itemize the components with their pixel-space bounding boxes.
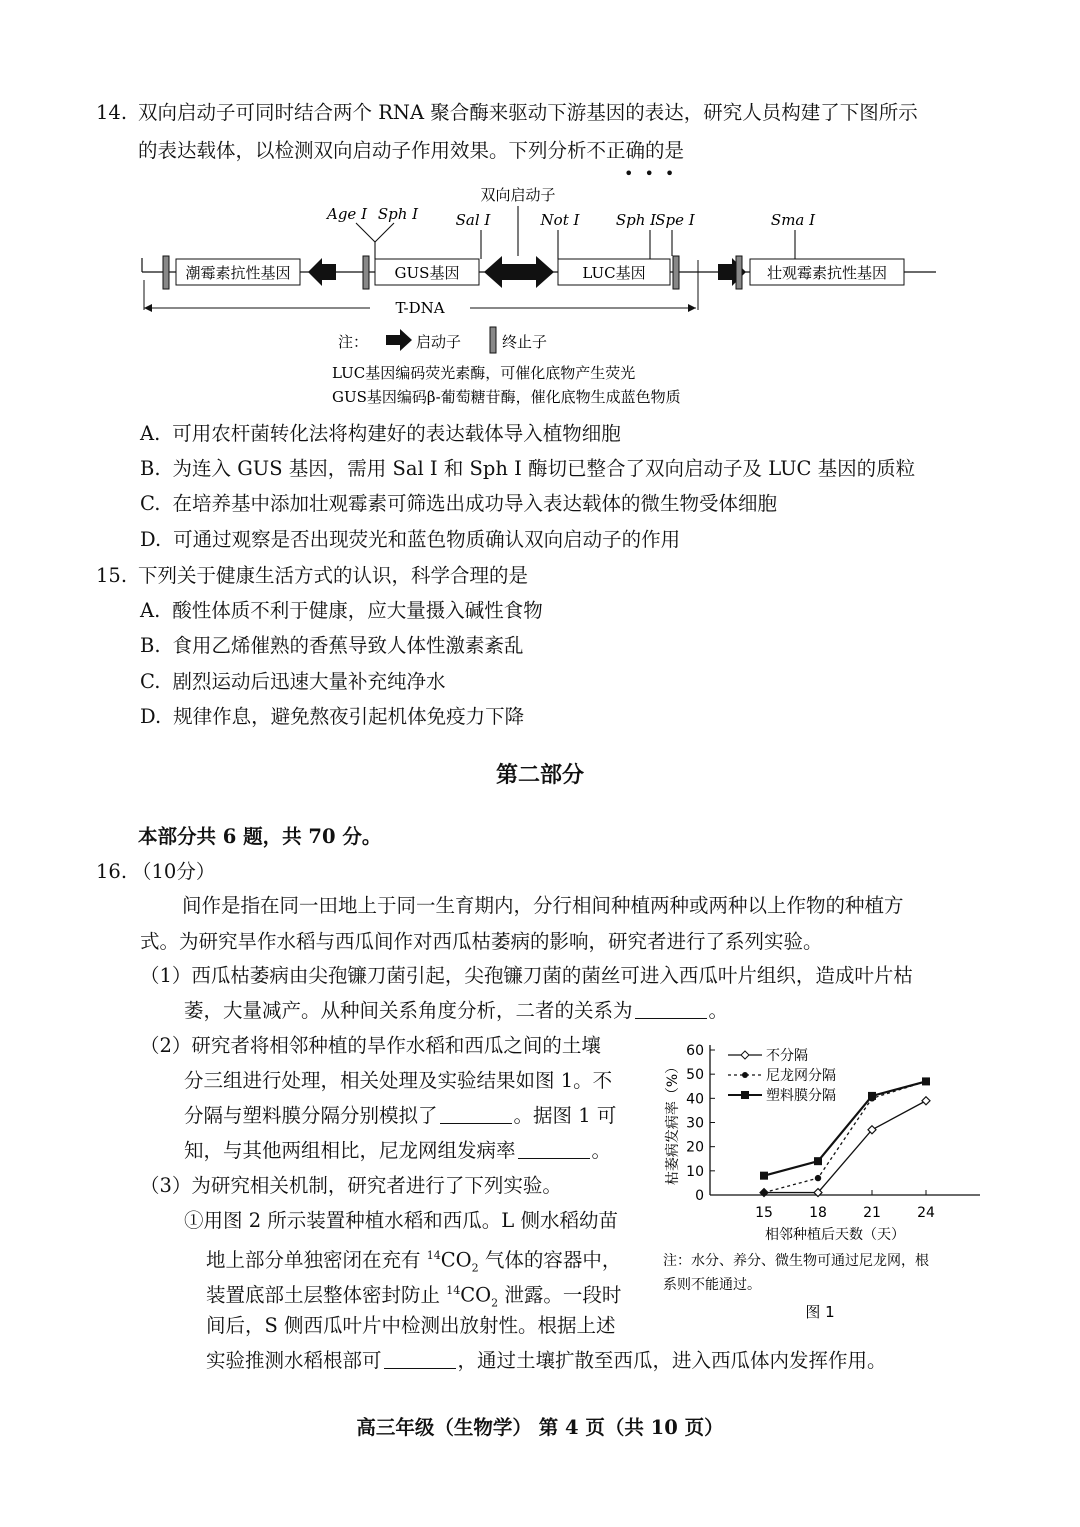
- q14-option-c: C. 在培养基中添加壮观霉素可筛选出成功导入表达载体的微生物受体细胞: [140, 492, 777, 515]
- diagram-note1: LUC基因编码荧光素酶，可催化底物产生荧光: [332, 364, 636, 382]
- q16-p3-s5: 实验推测水稻根部可 ，通过土壤扩散至西瓜，进入西瓜体内发挥作用。: [206, 1349, 887, 1372]
- x-axis-label: 相邻种植后天数（天）: [765, 1227, 905, 1243]
- legend-terminator-icon: [490, 327, 496, 353]
- data-point: [815, 1175, 821, 1181]
- legend-marker: [741, 1091, 749, 1099]
- kan-gene-label: 壮观霉素抗性基因: [766, 264, 888, 282]
- q14-number: 14.: [96, 101, 128, 124]
- q16-p2-line2: 分三组进行处理，相关处理及实验结果如图 1。不: [184, 1069, 613, 1092]
- site-age-label: Age I: [326, 205, 368, 223]
- part2-intro: 本部分共 6 题，共 70 分。: [138, 825, 382, 848]
- q16-p2-line3: 分隔与塑料膜分隔分别模拟了 。据图 1 可: [184, 1104, 617, 1127]
- q16-score: （10分）: [132, 860, 216, 883]
- diagram-note2: GUS基因编码β-葡萄糖苷酶，催化底物生成蓝色物质: [332, 388, 681, 406]
- series-line-1: [764, 1101, 926, 1193]
- q15-option-a: A. 酸性体质不利于健康，应大量摄入碱性食物: [140, 599, 543, 622]
- page-footer: 高三年级（生物学） 第 4 页（共 10 页）: [356, 1416, 724, 1439]
- legend-label: 尼龙网分隔: [766, 1068, 836, 1084]
- q16-p1-line1: （1）西瓜枯萎病由尖孢镰刀菌引起，尖孢镰刀菌的菌丝可进入西瓜叶片组织，造成叶片枯: [140, 964, 913, 987]
- q15-option-b: B. 食用乙烯催熟的香蕉导致人体性激素紊乱: [140, 634, 524, 657]
- q16-intro-line1: 间作是指在同一田地上于同一生育期内，分行相间种植两种或两种以上作物的种植方: [182, 894, 904, 917]
- part2-title: 第二部分: [495, 762, 584, 788]
- data-point: [922, 1097, 930, 1105]
- q16-p2-line1: （2）研究者将相邻种植的旱作水稻和西瓜之间的土壤: [140, 1034, 601, 1057]
- q16-p3-s4: 间后，S 侧西瓜叶片中检测出放射性。根据上述: [206, 1314, 616, 1337]
- chart-note-line1: 注：水分、养分、微生物可通过尼龙网，根: [663, 1253, 929, 1269]
- x-tick-label: 24: [917, 1205, 935, 1221]
- y-tick-label: 0: [695, 1188, 704, 1204]
- q16-p3-line1: （3）为研究相关机制，研究者进行了下列实验。: [140, 1174, 562, 1197]
- terminator-icon: [673, 256, 679, 289]
- data-point: [814, 1157, 822, 1165]
- bidirectional-promoter-icon: [484, 256, 554, 288]
- q15-option-d: D. 规律作息，避免熬夜引起机体免疫力下降: [140, 705, 525, 728]
- q16-p3-s2: 地上部分单独密闭在充有 $^{14}CO_2$ 气体的容器中，: [206, 1248, 622, 1275]
- site-sma-label: Sma I: [770, 211, 816, 229]
- y-tick-label: 20: [686, 1139, 704, 1156]
- legend-label: 不分隔: [766, 1048, 808, 1064]
- terminator-icon: [736, 256, 742, 289]
- data-point: [761, 1189, 767, 1195]
- legend-promoter-icon: [386, 329, 412, 351]
- bidirectional-label: 双向启动子: [480, 186, 556, 204]
- legend-terminator-label: 终止子: [502, 333, 548, 351]
- y-tick-label: 60: [686, 1043, 704, 1059]
- y-tick-label: 40: [686, 1091, 704, 1108]
- x-tick-label: 15: [755, 1205, 773, 1221]
- data-point: [868, 1092, 876, 1100]
- y-tick-label: 50: [686, 1067, 704, 1084]
- x-tick-label: 21: [863, 1205, 881, 1221]
- y-axis-label: 枯萎病发病率（%）: [665, 1059, 681, 1186]
- gus-gene-label: GUS基因: [394, 264, 460, 282]
- legend-marker: [742, 1072, 748, 1078]
- legend-prefix: 注：: [338, 333, 369, 351]
- q16-number: 16.: [96, 860, 128, 883]
- q14-option-a: A. 可用农杆菌转化法将构建好的表达载体导入植物细胞: [140, 422, 621, 445]
- chart-note-line2: 系则不能通过。: [663, 1277, 761, 1293]
- q14-stem-line2: 的表达载体，以检测双向启动子作用效果。下列分析不正确的是: [138, 139, 685, 162]
- q16-p3-s3: 装置底部土层整体密封防止 $^{14}CO_2$ 泄露。一段时: [206, 1283, 622, 1310]
- site-sph1-label: Sph I: [377, 205, 419, 223]
- q16-p2-line4: 知，与其他两组相比，尼龙网组发病率 。: [184, 1139, 612, 1162]
- q15-stem: 下列关于健康生活方式的认识，科学合理的是: [138, 564, 529, 587]
- site-sph2-label: Sph I: [615, 211, 657, 229]
- q16-p1-line2: 萎，大量减产。从种间关系角度分析，二者的关系为 。: [184, 999, 729, 1022]
- site-spe-label: Spe I: [655, 211, 695, 229]
- q14-option-b: B. 为连入 GUS 基因，需用 Sal I 和 Sph I 酶切已整合了双向启动子及 LUC 基因的质粒: [140, 457, 916, 480]
- figure1-chart: [655, 1035, 985, 1325]
- hyg-gene-label: 潮霉素抗性基因: [185, 264, 291, 282]
- terminator-icon: [363, 256, 369, 289]
- q14-stem-line1: 双向启动子可同时结合两个 RNA 聚合酶来驱动下游基因的表达，研究人员构建了下图所示: [138, 101, 918, 124]
- data-point: [922, 1077, 930, 1085]
- x-tick-label: 18: [809, 1205, 827, 1221]
- vector-diagram: [130, 180, 950, 410]
- legend-promoter-label: 启动子: [416, 333, 462, 351]
- q15-number: 15.: [96, 564, 128, 587]
- site-not-label: Not I: [540, 211, 580, 229]
- chart-title: 图 1: [805, 1303, 835, 1321]
- emphasis-dots: •••: [624, 164, 686, 183]
- luc-gene-label: LUC基因: [582, 264, 646, 282]
- site-sal-label: Sal I: [455, 211, 491, 229]
- tdna-label: T-DNA: [395, 299, 445, 317]
- q14-option-d: D. 可通过观察是否出现荧光和蓝色物质确认双向启动子的作用: [140, 528, 681, 551]
- terminator-icon: [163, 256, 169, 289]
- y-tick-label: 10: [686, 1163, 704, 1180]
- legend-marker: [741, 1051, 749, 1059]
- data-point: [760, 1172, 768, 1180]
- q16-intro-line2: 式。为研究旱作水稻与西瓜间作对西瓜枯萎病的影响，研究者进行了系列实验。: [140, 930, 823, 953]
- q16-p3-s1: ①用图 2 所示装置种植水稻和西瓜。L 侧水稻幼苗: [184, 1209, 618, 1232]
- q15-option-c: C. 剧烈运动后迅速大量补充纯净水: [140, 670, 446, 693]
- promoter-icon: [308, 258, 336, 286]
- legend-label: 塑料膜分隔: [766, 1088, 836, 1104]
- y-tick-label: 30: [686, 1115, 704, 1132]
